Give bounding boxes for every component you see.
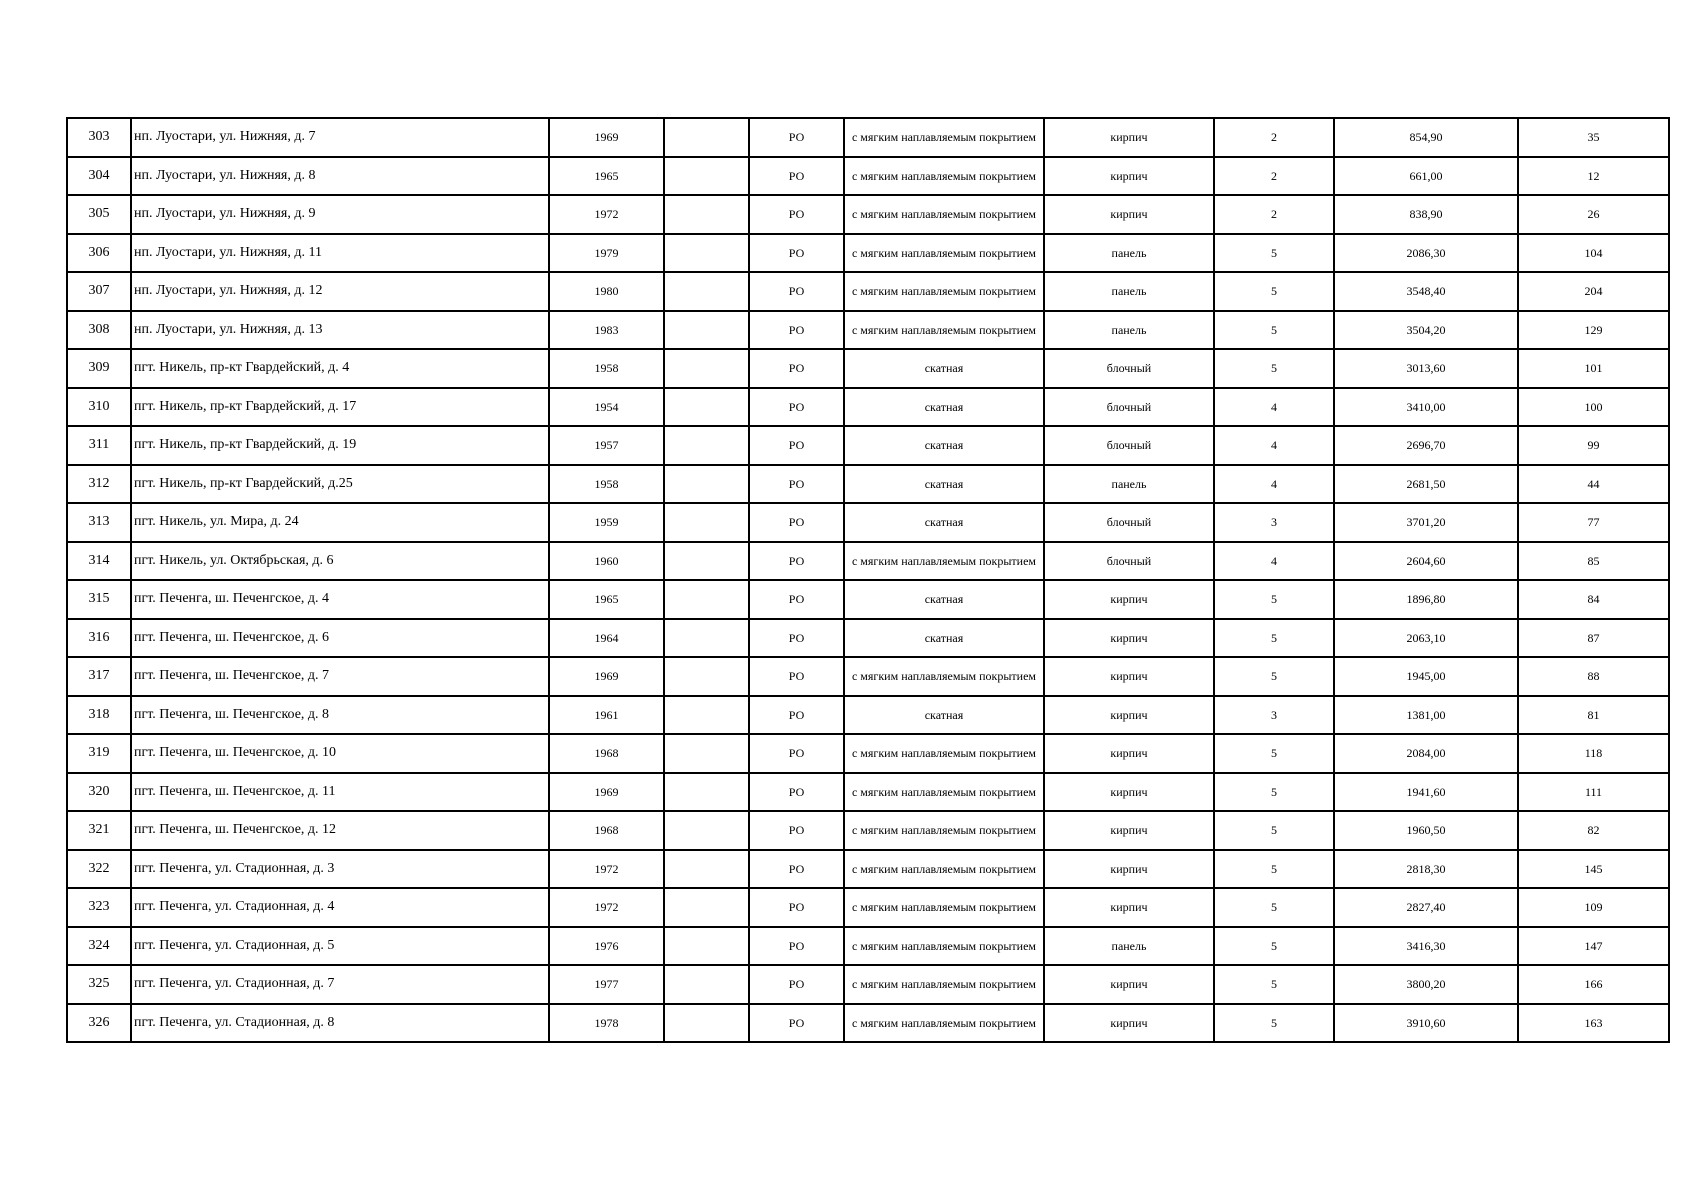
wall-material-cell: кирпич (1044, 580, 1214, 619)
area-cell: 2604,60 (1334, 542, 1518, 581)
row-number: 325 (67, 965, 131, 1004)
address-cell: нп. Луостари, ул. Нижняя, д. 11 (131, 234, 549, 273)
address-cell: пгт. Никель, ул. Мира, д. 24 (131, 503, 549, 542)
wall-material-cell: панель (1044, 927, 1214, 966)
empty-cell (664, 195, 749, 234)
wall-material-cell: кирпич (1044, 734, 1214, 773)
row-number: 320 (67, 773, 131, 812)
table-row (67, 234, 1669, 273)
residents-cell: 84 (1518, 580, 1669, 619)
area-cell: 3548,40 (1334, 272, 1518, 311)
empty-cell (664, 657, 749, 696)
roof-type-cell: с мягким наплавляемым покрытием (844, 657, 1044, 696)
floors-cell: 5 (1214, 811, 1334, 850)
fund-type-cell: РО (749, 503, 844, 542)
wall-material-cell: панель (1044, 234, 1214, 273)
address-cell: пгт. Печенга, ул. Стадионная, д. 3 (131, 850, 549, 889)
row-number: 311 (67, 426, 131, 465)
year-built-cell: 1965 (549, 157, 664, 196)
address-cell: пгт. Печенга, ул. Стадионная, д. 7 (131, 965, 549, 1004)
table-row (67, 888, 1669, 927)
empty-cell (664, 1004, 749, 1043)
year-built-cell: 1972 (549, 195, 664, 234)
area-cell: 3013,60 (1334, 349, 1518, 388)
area-cell: 1896,80 (1334, 580, 1518, 619)
empty-cell (664, 850, 749, 889)
area-cell: 2063,10 (1334, 619, 1518, 658)
floors-cell: 5 (1214, 1004, 1334, 1043)
address-cell: пгт. Печенга, ш. Печенгское, д. 12 (131, 811, 549, 850)
wall-material-cell: кирпич (1044, 157, 1214, 196)
wall-material-cell: блочный (1044, 542, 1214, 581)
table-row (67, 619, 1669, 658)
residents-cell: 88 (1518, 657, 1669, 696)
empty-cell (664, 272, 749, 311)
row-number: 316 (67, 619, 131, 658)
fund-type-cell: РО (749, 850, 844, 889)
year-built-cell: 1972 (549, 850, 664, 889)
floors-cell: 5 (1214, 927, 1334, 966)
floors-cell: 3 (1214, 696, 1334, 735)
residents-cell: 82 (1518, 811, 1669, 850)
empty-cell (664, 388, 749, 427)
empty-cell (664, 426, 749, 465)
floors-cell: 4 (1214, 426, 1334, 465)
table-row (67, 349, 1669, 388)
wall-material-cell: кирпич (1044, 773, 1214, 812)
residents-cell: 87 (1518, 619, 1669, 658)
year-built-cell: 1958 (549, 465, 664, 504)
wall-material-cell: кирпич (1044, 811, 1214, 850)
roof-type-cell: с мягким наплавляемым покрытием (844, 773, 1044, 812)
empty-cell (664, 927, 749, 966)
wall-material-cell: кирпич (1044, 965, 1214, 1004)
address-cell: пгт. Печенга, ул. Стадионная, д. 4 (131, 888, 549, 927)
empty-cell (664, 234, 749, 273)
document-sheet (66, 117, 1668, 1043)
floors-cell: 5 (1214, 272, 1334, 311)
wall-material-cell: кирпич (1044, 118, 1214, 157)
floors-cell: 5 (1214, 888, 1334, 927)
empty-cell (664, 349, 749, 388)
area-cell: 1945,00 (1334, 657, 1518, 696)
roof-type-cell: скатная (844, 388, 1044, 427)
area-cell: 854,90 (1334, 118, 1518, 157)
residents-cell: 99 (1518, 426, 1669, 465)
table-row (67, 426, 1669, 465)
wall-material-cell: блочный (1044, 349, 1214, 388)
area-cell: 2818,30 (1334, 850, 1518, 889)
fund-type-cell: РО (749, 811, 844, 850)
residents-cell: 166 (1518, 965, 1669, 1004)
empty-cell (664, 773, 749, 812)
table-row (67, 1004, 1669, 1043)
year-built-cell: 1980 (549, 272, 664, 311)
residents-cell: 26 (1518, 195, 1669, 234)
wall-material-cell: кирпич (1044, 195, 1214, 234)
roof-type-cell: скатная (844, 349, 1044, 388)
floors-cell: 3 (1214, 503, 1334, 542)
residents-cell: 104 (1518, 234, 1669, 273)
year-built-cell: 1969 (549, 657, 664, 696)
empty-cell (664, 888, 749, 927)
residents-cell: 100 (1518, 388, 1669, 427)
residents-cell: 204 (1518, 272, 1669, 311)
year-built-cell: 1969 (549, 118, 664, 157)
roof-type-cell: с мягким наплавляемым покрытием (844, 542, 1044, 581)
year-built-cell: 1964 (549, 619, 664, 658)
wall-material-cell: кирпич (1044, 657, 1214, 696)
fund-type-cell: РО (749, 118, 844, 157)
table-row (67, 965, 1669, 1004)
residents-cell: 129 (1518, 311, 1669, 350)
row-number: 322 (67, 850, 131, 889)
year-built-cell: 1960 (549, 542, 664, 581)
row-number: 312 (67, 465, 131, 504)
row-number: 310 (67, 388, 131, 427)
row-number: 314 (67, 542, 131, 581)
row-number: 315 (67, 580, 131, 619)
area-cell: 3416,30 (1334, 927, 1518, 966)
roof-type-cell: с мягким наплавляемым покрытием (844, 734, 1044, 773)
floors-cell: 2 (1214, 195, 1334, 234)
wall-material-cell: панель (1044, 465, 1214, 504)
floors-cell: 5 (1214, 234, 1334, 273)
residents-cell: 111 (1518, 773, 1669, 812)
table-row (67, 465, 1669, 504)
roof-type-cell: скатная (844, 426, 1044, 465)
table-row (67, 696, 1669, 735)
fund-type-cell: РО (749, 696, 844, 735)
fund-type-cell: РО (749, 349, 844, 388)
year-built-cell: 1954 (549, 388, 664, 427)
table-row (67, 657, 1669, 696)
fund-type-cell: РО (749, 734, 844, 773)
year-built-cell: 1977 (549, 965, 664, 1004)
floors-cell: 5 (1214, 580, 1334, 619)
fund-type-cell: РО (749, 311, 844, 350)
roof-type-cell: с мягким наплавляемым покрытием (844, 157, 1044, 196)
fund-type-cell: РО (749, 272, 844, 311)
area-cell: 2681,50 (1334, 465, 1518, 504)
year-built-cell: 1958 (549, 349, 664, 388)
address-cell: пгт. Печенга, ш. Печенгское, д. 6 (131, 619, 549, 658)
wall-material-cell: кирпич (1044, 1004, 1214, 1043)
address-cell: нп. Луостари, ул. Нижняя, д. 8 (131, 157, 549, 196)
fund-type-cell: РО (749, 1004, 844, 1043)
address-cell: пгт. Печенга, ш. Печенгское, д. 4 (131, 580, 549, 619)
floors-cell: 5 (1214, 773, 1334, 812)
roof-type-cell: с мягким наплавляемым покрытием (844, 311, 1044, 350)
address-cell: пгт. Печенга, ул. Стадионная, д. 5 (131, 927, 549, 966)
fund-type-cell: РО (749, 465, 844, 504)
fund-type-cell: РО (749, 580, 844, 619)
empty-cell (664, 734, 749, 773)
roof-type-cell: с мягким наплавляемым покрытием (844, 1004, 1044, 1043)
row-number: 326 (67, 1004, 131, 1043)
residents-cell: 81 (1518, 696, 1669, 735)
address-cell: нп. Луостари, ул. Нижняя, д. 7 (131, 118, 549, 157)
floors-cell: 5 (1214, 349, 1334, 388)
area-cell: 3410,00 (1334, 388, 1518, 427)
roof-type-cell: скатная (844, 503, 1044, 542)
wall-material-cell: блочный (1044, 426, 1214, 465)
area-cell: 2696,70 (1334, 426, 1518, 465)
year-built-cell: 1961 (549, 696, 664, 735)
area-cell: 1960,50 (1334, 811, 1518, 850)
area-cell: 3701,20 (1334, 503, 1518, 542)
register-body (67, 118, 1669, 1042)
table-row (67, 811, 1669, 850)
area-cell: 2827,40 (1334, 888, 1518, 927)
year-built-cell: 1968 (549, 734, 664, 773)
table-row (67, 195, 1669, 234)
wall-material-cell: блочный (1044, 388, 1214, 427)
year-built-cell: 1972 (549, 888, 664, 927)
fund-type-cell: РО (749, 157, 844, 196)
roof-type-cell: скатная (844, 696, 1044, 735)
roof-type-cell: с мягким наплавляемым покрытием (844, 195, 1044, 234)
row-number: 305 (67, 195, 131, 234)
residents-cell: 101 (1518, 349, 1669, 388)
floors-cell: 2 (1214, 157, 1334, 196)
fund-type-cell: РО (749, 542, 844, 581)
fund-type-cell: РО (749, 657, 844, 696)
residents-cell: 109 (1518, 888, 1669, 927)
roof-type-cell: скатная (844, 465, 1044, 504)
year-built-cell: 1979 (549, 234, 664, 273)
empty-cell (664, 542, 749, 581)
year-built-cell: 1957 (549, 426, 664, 465)
floors-cell: 5 (1214, 965, 1334, 1004)
row-number: 318 (67, 696, 131, 735)
residents-cell: 145 (1518, 850, 1669, 889)
address-cell: нп. Луостари, ул. Нижняя, д. 13 (131, 311, 549, 350)
table-row (67, 773, 1669, 812)
roof-type-cell: с мягким наплавляемым покрытием (844, 272, 1044, 311)
roof-type-cell: с мягким наплавляемым покрытием (844, 927, 1044, 966)
row-number: 309 (67, 349, 131, 388)
table-row (67, 734, 1669, 773)
area-cell: 3504,20 (1334, 311, 1518, 350)
area-cell: 3800,20 (1334, 965, 1518, 1004)
address-cell: нп. Луостари, ул. Нижняя, д. 12 (131, 272, 549, 311)
table-row (67, 118, 1669, 157)
floors-cell: 4 (1214, 542, 1334, 581)
empty-cell (664, 619, 749, 658)
fund-type-cell: РО (749, 888, 844, 927)
floors-cell: 5 (1214, 734, 1334, 773)
address-cell: пгт. Печенга, ш. Печенгское, д. 10 (131, 734, 549, 773)
residents-cell: 35 (1518, 118, 1669, 157)
wall-material-cell: панель (1044, 311, 1214, 350)
row-number: 313 (67, 503, 131, 542)
table-row (67, 311, 1669, 350)
area-cell: 661,00 (1334, 157, 1518, 196)
floors-cell: 5 (1214, 657, 1334, 696)
wall-material-cell: кирпич (1044, 696, 1214, 735)
area-cell: 838,90 (1334, 195, 1518, 234)
address-cell: пгт. Никель, ул. Октябрьская, д. 6 (131, 542, 549, 581)
wall-material-cell: блочный (1044, 503, 1214, 542)
row-number: 306 (67, 234, 131, 273)
table-row (67, 927, 1669, 966)
table-row (67, 157, 1669, 196)
table-row (67, 503, 1669, 542)
fund-type-cell: РО (749, 773, 844, 812)
empty-cell (664, 118, 749, 157)
roof-type-cell: скатная (844, 619, 1044, 658)
table-row (67, 850, 1669, 889)
address-cell: пгт. Печенга, ш. Печенгское, д. 11 (131, 773, 549, 812)
area-cell: 2084,00 (1334, 734, 1518, 773)
area-cell: 2086,30 (1334, 234, 1518, 273)
empty-cell (664, 311, 749, 350)
fund-type-cell: РО (749, 426, 844, 465)
row-number: 308 (67, 311, 131, 350)
fund-type-cell: РО (749, 388, 844, 427)
housing-register-table (66, 117, 1670, 1043)
year-built-cell: 1983 (549, 311, 664, 350)
address-cell: пгт. Никель, пр-кт Гвардейский, д. 19 (131, 426, 549, 465)
row-number: 307 (67, 272, 131, 311)
residents-cell: 77 (1518, 503, 1669, 542)
row-number: 317 (67, 657, 131, 696)
fund-type-cell: РО (749, 927, 844, 966)
row-number: 303 (67, 118, 131, 157)
table-row (67, 388, 1669, 427)
residents-cell: 44 (1518, 465, 1669, 504)
year-built-cell: 1976 (549, 927, 664, 966)
year-built-cell: 1959 (549, 503, 664, 542)
area-cell: 1941,60 (1334, 773, 1518, 812)
address-cell: пгт. Печенга, ул. Стадионная, д. 8 (131, 1004, 549, 1043)
floors-cell: 4 (1214, 465, 1334, 504)
floors-cell: 5 (1214, 850, 1334, 889)
floors-cell: 5 (1214, 311, 1334, 350)
wall-material-cell: кирпич (1044, 619, 1214, 658)
fund-type-cell: РО (749, 619, 844, 658)
empty-cell (664, 503, 749, 542)
table-row (67, 272, 1669, 311)
row-number: 319 (67, 734, 131, 773)
fund-type-cell: РО (749, 965, 844, 1004)
address-cell: пгт. Печенга, ш. Печенгское, д. 7 (131, 657, 549, 696)
address-cell: пгт. Никель, пр-кт Гвардейский, д. 17 (131, 388, 549, 427)
row-number: 324 (67, 927, 131, 966)
address-cell: пгт. Никель, пр-кт Гвардейский, д.25 (131, 465, 549, 504)
empty-cell (664, 811, 749, 850)
year-built-cell: 1968 (549, 811, 664, 850)
floors-cell: 5 (1214, 619, 1334, 658)
area-cell: 3910,60 (1334, 1004, 1518, 1043)
row-number: 321 (67, 811, 131, 850)
residents-cell: 12 (1518, 157, 1669, 196)
area-cell: 1381,00 (1334, 696, 1518, 735)
year-built-cell: 1965 (549, 580, 664, 619)
empty-cell (664, 580, 749, 619)
address-cell: пгт. Печенга, ш. Печенгское, д. 8 (131, 696, 549, 735)
fund-type-cell: РО (749, 234, 844, 273)
wall-material-cell: кирпич (1044, 888, 1214, 927)
row-number: 323 (67, 888, 131, 927)
year-built-cell: 1969 (549, 773, 664, 812)
fund-type-cell: РО (749, 195, 844, 234)
year-built-cell: 1978 (549, 1004, 664, 1043)
residents-cell: 147 (1518, 927, 1669, 966)
row-number: 304 (67, 157, 131, 196)
wall-material-cell: панель (1044, 272, 1214, 311)
empty-cell (664, 965, 749, 1004)
roof-type-cell: с мягким наплавляемым покрытием (844, 965, 1044, 1004)
address-cell: нп. Луостари, ул. Нижняя, д. 9 (131, 195, 549, 234)
address-cell: пгт. Никель, пр-кт Гвардейский, д. 4 (131, 349, 549, 388)
roof-type-cell: скатная (844, 580, 1044, 619)
table-row (67, 580, 1669, 619)
empty-cell (664, 157, 749, 196)
empty-cell (664, 465, 749, 504)
roof-type-cell: с мягким наплавляемым покрытием (844, 888, 1044, 927)
residents-cell: 85 (1518, 542, 1669, 581)
roof-type-cell: с мягким наплавляемым покрытием (844, 811, 1044, 850)
residents-cell: 118 (1518, 734, 1669, 773)
empty-cell (664, 696, 749, 735)
floors-cell: 4 (1214, 388, 1334, 427)
roof-type-cell: с мягким наплавляемым покрытием (844, 850, 1044, 889)
roof-type-cell: с мягким наплавляемым покрытием (844, 118, 1044, 157)
floors-cell: 2 (1214, 118, 1334, 157)
roof-type-cell: с мягким наплавляемым покрытием (844, 234, 1044, 273)
table-row (67, 542, 1669, 581)
residents-cell: 163 (1518, 1004, 1669, 1043)
wall-material-cell: кирпич (1044, 850, 1214, 889)
